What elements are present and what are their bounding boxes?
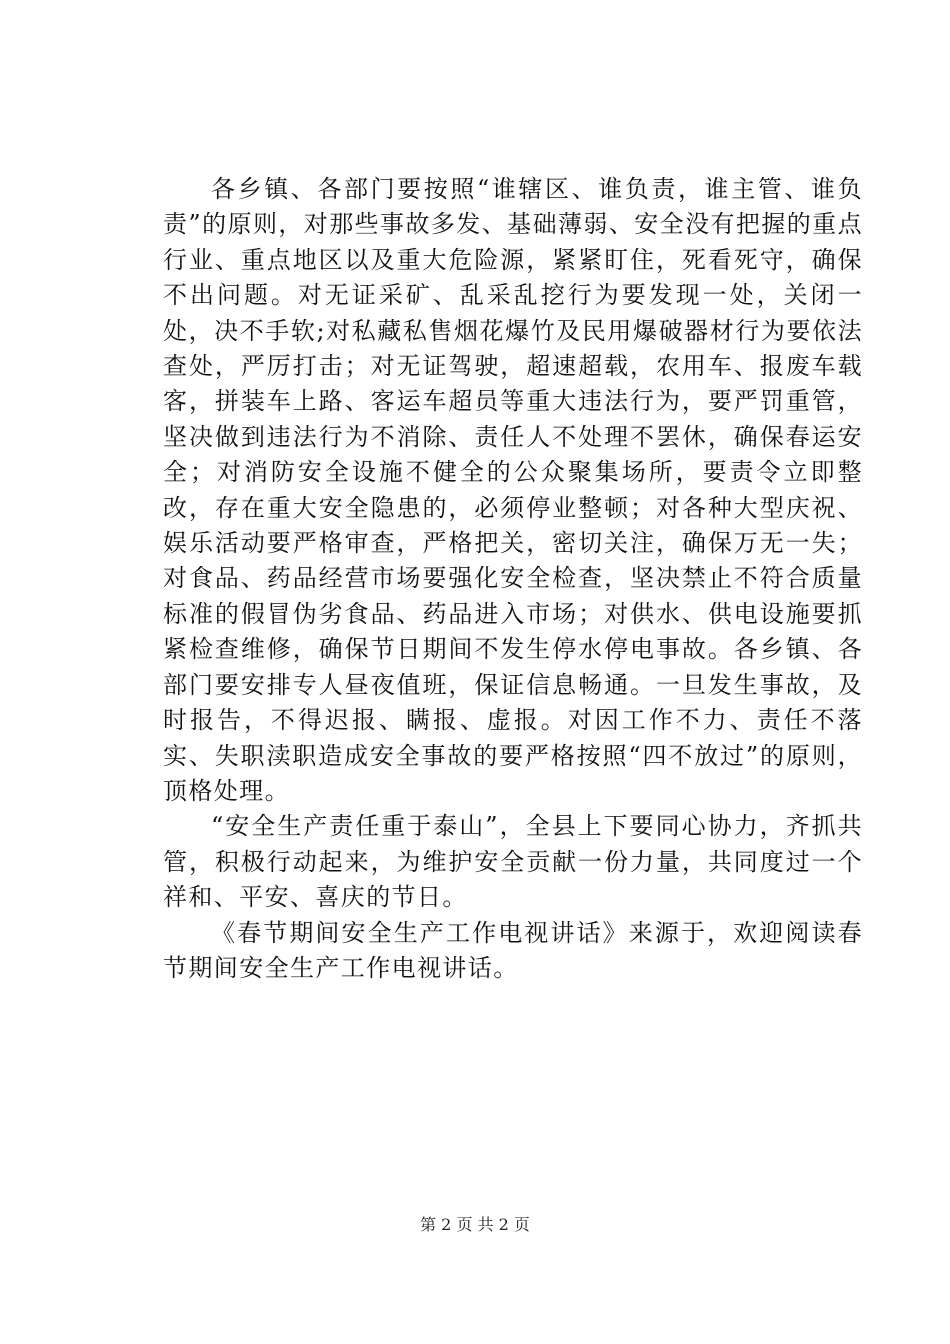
paragraph-safety-responsibility: “安全生产责任重于泰山”，全县上下要同心协力，齐抓共管，积极行动起来，为维护安全贡献一份力量，共同度过一个祥和、平安、喜庆的节日。 <box>163 812 863 912</box>
page-number-footer: 第 2 页 共 2 页 <box>420 1215 530 1234</box>
paragraph-safety-measures: 各乡镇、各部门要按照“谁辖区、谁负责，谁主管、谁负责”的原则，对那些事故多发、基础薄弱、安全没有把握的重点行业、重点地区以及重大危险源，紧紧盯住，死看死守，确保不出问题。对无证采矿、乱采乱挖行为要发现一处，关闭一处，决不手软;对私藏私售烟花爆竹及民用爆破器材行为要依法查处，严厉打击；对无证驾驶，超速超载，农用车、报废车载客，拼装车上路、客运车超员等重大违法行为，要严罚重管，坚决做到违法行为不消除、责任人不处理不罢休，确保春运安全；对消防安全设施不健全的公众聚集场所，要责令立即整改，存在重大安全隐患的，必须停业整顿；对各种大型庆祝、娱乐活动要严格审查，严格把关，密切关注，确保万无一失；对食品、药品经营市场要强化安全检查，坚决禁止不符合质量标准的假冒伪劣食品、药品进入市场；对供水、供电设施要抓紧检查维修，确保节日期间不发生停水停电事故。各乡镇、各部门要安排专人昼夜值班，保证信息畅通。一旦发生事故，及时报告，不得迟报、瞒报、虚报。对因工作不力、责任不落实、失职渎职造成安全事故的要严格按照“四不放过”的原则，顶格处理。 <box>163 175 863 805</box>
document-body <box>163 172 863 986</box>
paragraph-source-note: 《春节期间安全生产工作电视讲话》来源于，欢迎阅读春节期间安全生产工作电视讲话。 <box>163 918 863 982</box>
